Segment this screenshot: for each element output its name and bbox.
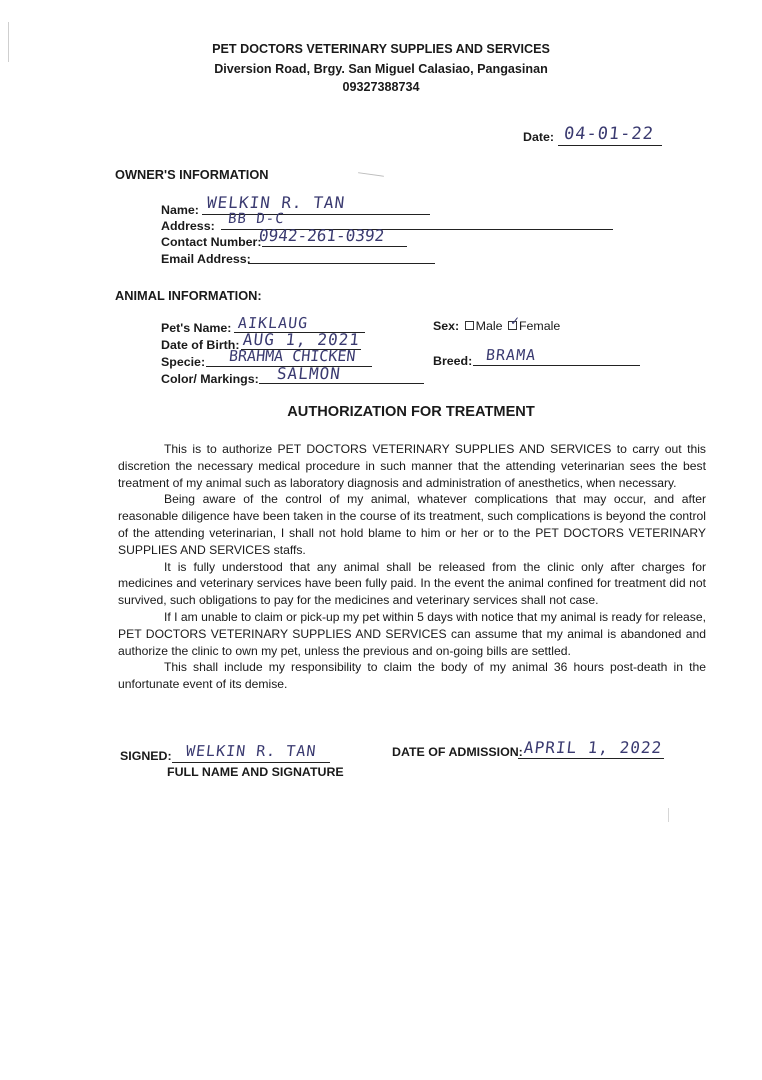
dob-value[interactable]: AUG 1, 2021 [242, 330, 361, 349]
signed-label: SIGNED: [120, 749, 172, 763]
owner-contact-line [262, 246, 407, 247]
owner-address-value[interactable]: BB D-C [227, 211, 286, 227]
owner-contact-label: Contact Number: [161, 235, 262, 249]
breed-label: Breed: [433, 354, 473, 368]
date-line [558, 145, 662, 146]
color-label: Color/ Markings: [161, 372, 259, 386]
sex-field [433, 314, 561, 333]
owner-name-value[interactable]: WELKIN R. TAN [206, 193, 347, 212]
admission-label: DATE OF ADMISSION: [392, 745, 523, 759]
owner-address-label: Address: [161, 219, 215, 233]
pet-name-label: Pet's Name: [161, 321, 232, 335]
dob-label: Date of Birth: [161, 338, 240, 352]
color-line [259, 383, 424, 384]
scan-mark [358, 172, 384, 177]
pet-name-value[interactable]: AIKLAUG [237, 314, 310, 332]
authorization-paragraph: Being aware of the control of my animal, whatever complications that may occur, and after reasonable diligence have been taken in the course of its treatment, such complications is beyond the control of the attending veterinarian, I shall not hold blame to him or her or to the PET DOCTORS VETERINARY SUPPLIES AND SERVICES staffs. [118, 492, 706, 557]
breed-line [473, 365, 640, 366]
male-option-label: Male [475, 319, 503, 333]
owner-section-title: OWNER'S INFORMATION [115, 167, 269, 182]
signature-caption: FULL NAME AND SIGNATURE [167, 765, 344, 779]
male-checkbox[interactable] [465, 321, 474, 330]
female-option-label: Female [518, 319, 561, 333]
breed-value[interactable]: BRAMA [485, 346, 538, 364]
animal-section-title: ANIMAL INFORMATION: [115, 288, 262, 303]
authorization-body [118, 441, 706, 693]
specie-value[interactable]: BRAHMA CHICKEN [228, 347, 357, 365]
color-value[interactable]: SALMON [276, 364, 342, 383]
sex-label: Sex: [433, 319, 460, 333]
date-value[interactable]: 04-01-22 [562, 124, 655, 144]
date-label: Date: [523, 130, 554, 144]
authorization-paragraph: If I am unable to claim or pick-up my pet within 5 days with notice that my animal is ready for release, PET DOCTORS VETERINARY SUPPLIES AND SERVICES can assume that my animal is abandoned and authorize the clinic to own my pet, unless the previous and on-going bills are settled. [118, 609, 706, 658]
owner-email-line [248, 263, 435, 264]
admission-line [518, 758, 664, 759]
female-checkbox[interactable] [508, 314, 521, 330]
signed-line [172, 762, 330, 763]
authorization-title: AUTHORIZATION FOR TREATMENT [287, 404, 535, 420]
signed-value[interactable]: WELKIN R. TAN [185, 742, 318, 760]
female-check-mark: ✓ [509, 314, 521, 329]
company-phone: 09327388734 [342, 80, 420, 94]
owner-contact-value[interactable]: 0942-261-0392 [258, 226, 386, 245]
company-address: Diversion Road, Brgy. San Miguel Calasiao, Pangasinan [214, 62, 548, 76]
owner-name-label: Name: [161, 203, 199, 217]
company-name: PET DOCTORS VETERINARY SUPPLIES AND SERVICES [212, 42, 550, 56]
admission-value[interactable]: APRIL 1, 2022 [523, 738, 664, 757]
authorization-paragraph: It is fully understood that any animal shall be released from the clinic only after charges for medicines and veterinary services have been fully paid. In the event the animal confined for treatment did not survived, such obligations to pay for the medicines and veterinary services shall not case. [118, 559, 706, 608]
authorization-paragraph: This is to authorize PET DOCTORS VETERINARY SUPPLIES AND SERVICES to carry out this discretion the necessary medical procedure in such manner that the attending veterinarian sees the best treatment of my animal such as laboratory diagnosis and administration of anesthetics, when necessary. [118, 442, 706, 490]
scan-mark [668, 808, 669, 822]
specie-label: Specie: [161, 355, 206, 369]
owner-email-label: Email Address: [161, 252, 251, 266]
authorization-paragraph: This shall include my responsibility to claim the body of my animal 36 hours post-death in the unfortunate event of its demise. [118, 660, 706, 692]
